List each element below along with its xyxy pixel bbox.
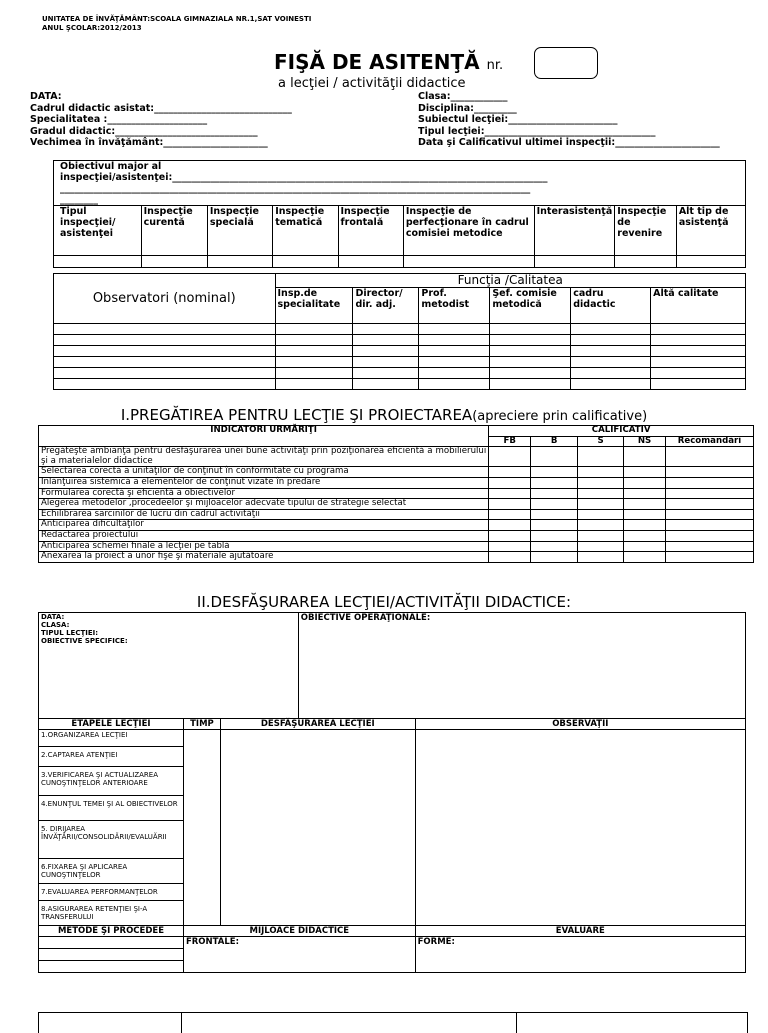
frontal-means[interactable]: FRONTALE:: [183, 937, 415, 973]
indicator-row: Inlănţuirea sistemică a elementelor de conţinut vizate în predare: [39, 477, 754, 488]
school-year: ANUL ŞCOLAR:2012/2013: [42, 24, 142, 32]
col-stages: ETAPELE LECŢIEI: [39, 719, 184, 730]
section1-heading: I.PREGĂTIREA PENTRU LECŢIE ŞI PROIECTAREA: [120, 406, 473, 424]
evaluation-forms[interactable]: FORME:: [415, 937, 745, 973]
col-head-commission: Şef. comisie metodică: [490, 288, 571, 324]
observer-row: [54, 324, 746, 335]
lesson-flow-cell[interactable]: [220, 730, 415, 926]
observers-table: [53, 273, 746, 390]
field-data[interactable]: DATA:: [30, 91, 62, 102]
lesson-date-label: DATA:: [41, 613, 65, 621]
col-thematic: Inspecţie tematică: [273, 206, 338, 256]
col-director: Director/ dir. adj.: [353, 288, 419, 324]
indicator-row: Anticiparea dificultăţilor: [39, 520, 754, 531]
stage-item: 1.ORGANIZAREA LECŢIEI: [39, 730, 183, 747]
specific-objectives-label: OBIECTIVE SPECIFICE:: [41, 637, 128, 645]
indicator-row: Redactarea proiectului: [39, 530, 754, 541]
indicator-row: Selectarea corectă a unităţilor de conţinut în conformitate cu programa: [39, 467, 754, 478]
stage-item: 5. DIRIJAREA ÎNVĂŢĂRII/CONSOLIDĂRII/EVALUĂRII: [39, 821, 183, 859]
col-frontal: Inspecţie frontală: [338, 206, 403, 256]
observations-cell[interactable]: [415, 730, 745, 926]
observer-row: [54, 335, 746, 346]
lesson-class-label: CLASA:: [41, 621, 70, 629]
col-methods: METODE ŞI PROCEDEE: [39, 926, 184, 937]
col-lesson-flow: DESFĂŞURAREA LECŢIEI: [220, 719, 415, 730]
objective-label: Obiectivul major al: [60, 161, 162, 172]
stage-item: 7.EVALUAREA PERFORMANŢELOR: [39, 884, 183, 901]
col-interasist: Interasistenţă: [534, 206, 615, 256]
stage-item: 6.FIXAREA ŞI APLICAREA CUNOŞTINŢELOR: [39, 859, 183, 884]
observer-row: [54, 346, 746, 357]
indicators-table: [38, 425, 754, 563]
indicators-header: INDICATORI URMĂRIŢI: [39, 426, 489, 447]
col-current: Inspecţie curentă: [141, 206, 207, 256]
objective-line: ___________________________________________________________________________________________________: [60, 183, 531, 194]
field-specialty[interactable]: Specialitatea :_____________________: [30, 114, 208, 125]
calif-b: B: [531, 436, 578, 447]
stage-item: 3.VERIFICAREA ŞI ACTUALIZAREA CUNOŞTINŢELOR ANTERIOARE: [39, 767, 183, 796]
info-right: [418, 91, 720, 149]
col-teacher: cadru didactic: [571, 288, 651, 324]
observer-row: [54, 379, 746, 390]
lesson-type-label: TIPUL LECŢIEI:: [41, 629, 99, 637]
col-observations: OBSERVAŢII: [415, 719, 745, 730]
field-discipline[interactable]: Disciplina:_________: [418, 102, 517, 114]
title-nr: nr.: [486, 58, 504, 73]
field-last-inspection[interactable]: Data şi Calificativul ultimei inspecţii:______________________: [418, 137, 720, 148]
col-revisit: Inspecţie de revenire: [615, 206, 677, 256]
indicator-row: Echilibrarea sarcinilor de lucru din cadrul activităţii: [39, 509, 754, 520]
operational-objectives[interactable]: OBIECTIVE OPERAŢIONALE:: [298, 613, 745, 719]
lesson-table: [38, 612, 746, 973]
col-evaluation: EVALUARE: [415, 926, 745, 937]
col-means: MIJLOACE DIDACTICE: [183, 926, 415, 937]
calif-ns: NS: [624, 436, 666, 447]
function-title: Funcţia /Calitatea: [275, 274, 745, 288]
calif-s: S: [578, 436, 624, 447]
calif-header: CALIFICATIV: [489, 426, 754, 437]
number-box[interactable]: [534, 47, 598, 79]
col-methodist: Prof. metodist: [419, 288, 490, 324]
col-special: Inspecţie specială: [207, 206, 272, 256]
col-improvement: Inspecţie de perfecţionare în cadrul comisiei metodice: [403, 206, 534, 256]
document-subtitle: a lecţiei / activităţii didactice: [278, 76, 466, 91]
field-teacher[interactable]: Cadrul didactic asistat:_____________________________: [30, 102, 292, 114]
field-class[interactable]: Clasa:____________: [418, 91, 508, 102]
methods-cell[interactable]: [39, 937, 184, 973]
indicator-row: Anticiparea schemei finale a lecţiei pe tablă: [39, 541, 754, 552]
objective-cell[interactable]: [54, 161, 746, 206]
stage-item: 4.ENUNŢUL TEMEI ŞI AL OBIECTIVELOR: [39, 796, 183, 821]
col-specialist: Insp.de specialitate: [275, 288, 353, 324]
indicator-row: Anexarea la proiect a unor fişe şi materiale ajutătoare: [39, 552, 754, 563]
time-cell[interactable]: [183, 730, 220, 926]
col-other-quality: Altă calitate: [651, 288, 746, 324]
objective-check-row: [54, 256, 746, 268]
objective-table: [53, 160, 746, 268]
col-other-type: Alt tip de asistenţă: [676, 206, 745, 256]
field-lesson-subject[interactable]: Subiectul lecţiei:_______________________: [418, 114, 618, 125]
calif-fb: FB: [489, 436, 531, 447]
section1-note: (apreciere prin calificative): [472, 409, 648, 424]
field-seniority[interactable]: Vechimea în învăţământ:______________________: [30, 137, 268, 148]
info-left: [30, 91, 292, 149]
title-main: FIŞĂ DE ASITENŢĂ: [274, 50, 480, 74]
stages-list: [39, 730, 184, 926]
objective-line-end: ________: [60, 194, 98, 205]
field-lesson-type[interactable]: Tipul lecţiei:____________________________________: [418, 125, 656, 137]
next-table: [38, 1012, 748, 1033]
observer-row: [54, 357, 746, 368]
field-degree[interactable]: Gradul didactic:______________________________: [30, 125, 258, 137]
document-title: [274, 50, 503, 74]
stage-item: 8.ASIGURAREA RETENŢIEI ŞI-A TRANSFERULUI: [41, 905, 148, 921]
stage-item: 2.CAPTAREA ATENŢIEI: [39, 747, 183, 767]
observer-row: [54, 368, 746, 379]
indicator-row: Pregăteşte ambianţa pentru desfăşurarea unei bune activităţi prin poziţionarea eficientă a mobilierului şi a materialelor didactice: [39, 447, 754, 467]
section1-title: [0, 406, 768, 424]
lesson-meta[interactable]: [39, 613, 299, 719]
objective-label-line: inspecţiei/asistenţei:_______________________________________________________________________________: [60, 172, 548, 183]
section2-title: II.DESFĂŞURAREA LECŢIEI/ACTIVITĂŢII DIDACTICE:: [196, 593, 572, 611]
school-header: [42, 15, 311, 33]
calif-recommendations: Recomandări: [666, 436, 754, 447]
indicator-row: Alegerea metodelor ,procedeelor şi mijloacelor adecvate tipului de strategie selectat: [39, 499, 754, 510]
col-inspection-type: Tipul inspecţiei/ asistenţei: [54, 206, 142, 256]
school-name: UNITATEA DE ÎNVĂŢĂMÂNT:SCOALA GIMNAZIALA NR.1,SAT VOINESTI: [42, 15, 312, 23]
observers-title: Observatori (nominal): [54, 274, 276, 324]
col-time: TIMP: [183, 719, 220, 730]
indicator-row: Formularea corectă şi eficientă a obiectivelor: [39, 488, 754, 499]
